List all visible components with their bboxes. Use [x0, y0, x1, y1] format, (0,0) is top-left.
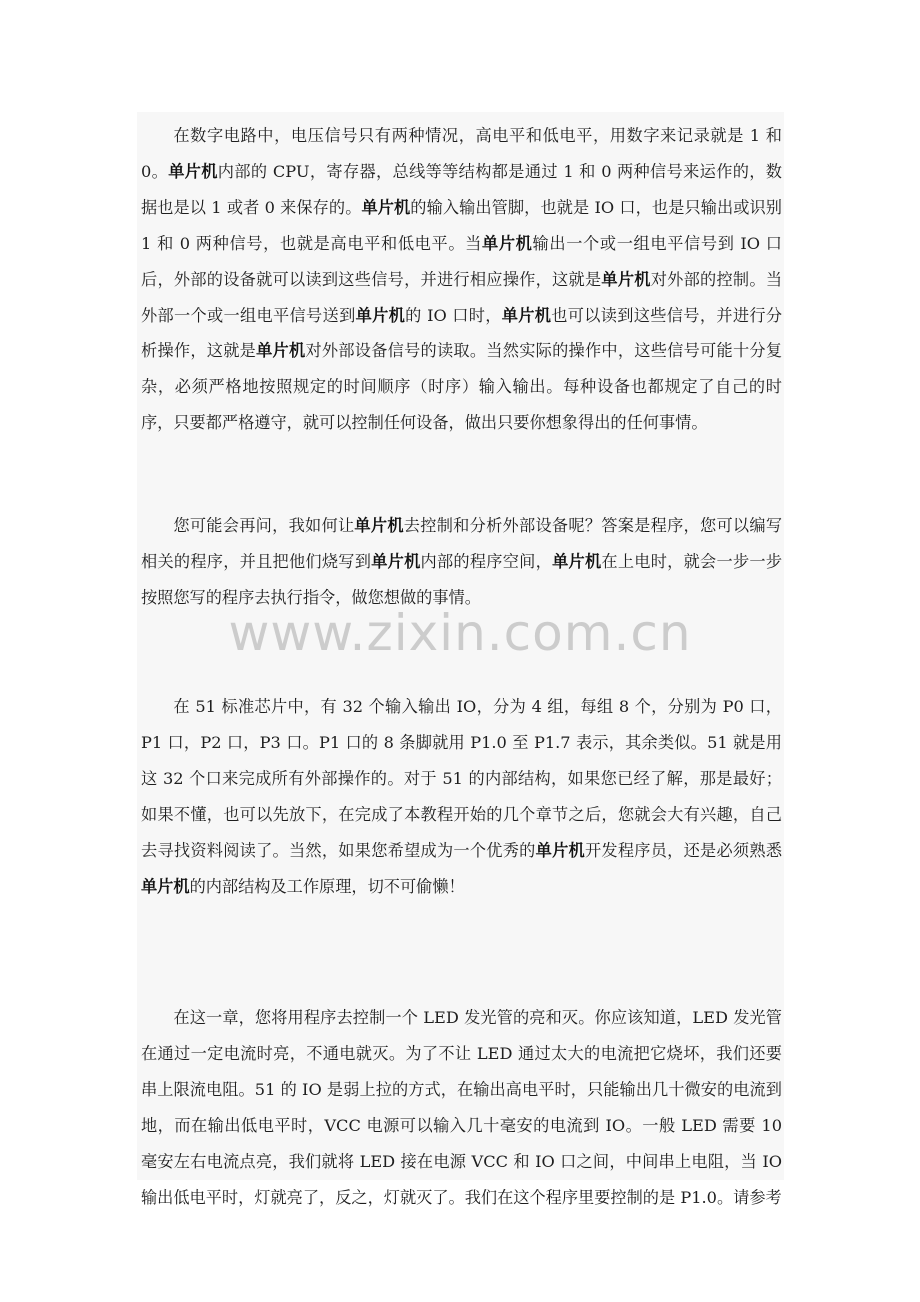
keyword-highlight: 单片机 — [482, 233, 533, 253]
keyword-highlight: 单片机 — [168, 161, 218, 181]
keyword-highlight: 单片机 — [535, 840, 585, 860]
keyword-highlight: 单片机 — [141, 876, 190, 896]
paragraph-2: 您可能会再问，我如何让单片机去控制和分析外部设备呢？答案是程序，您可以编写相关的程序，并且把他们烧写到单片机内部的程序空间，单片机在上电时，就会一步一步按照您写的程序去执行指令，做您想做的事情。 — [141, 516, 783, 607]
keyword-highlight: 单片机 — [371, 551, 421, 571]
keyword-highlight: 单片机 — [361, 197, 411, 217]
paragraph-4: 在这一章，您将用程序去控制一个 LED 发光管的亮和灭。你应该知道，LED 发光管在通过一定电流时亮，不通电就灭。为了不让 LED 通过太大的电流把它烧坏，我们还要串上限流电阻。51 的 IO 是弱上拉的方式，在输出高电平时，只能输出几十微安的电流到地，而在输出低电平时，VCC 电源可以输入几十毫安的电流到 IO。一般 LED 需要 10 毫安左右电流点亮，我们就将 LED 接在电源 VCC 和 IO 口之间，中间串上电阻，当 IO 输出低电平时，灯就亮了，反之，灯就灭了。我们在这个程序里要控制的是 P1.0。请参考 — [141, 1008, 782, 1207]
keyword-highlight: 单片机 — [256, 341, 306, 361]
keyword-highlight: 单片机 — [601, 269, 651, 289]
keyword-highlight: 单片机 — [501, 305, 552, 325]
keyword-highlight: 单片机 — [354, 516, 404, 535]
paragraph-3: 在 51 标准芯片中，有 32 个输入输出 IO，分为 4 组，每组 8 个，分别为 P0 口，P1 口，P2 口，P3 口。P1 口的 8 条脚就用 P1.0 至 P1.7 表示，其余类似。51 就是用这 32 个口来完成所有外部操作的。对于 51 的内部结构，如果您已经了解，那是最好；如果不懂，也可以先放下，在完成了本教程开始的几个章节之后，您就会大有兴趣，自己去寻找资料阅读了。当然，如果您希望成为一个优秀的单片机开发程序员，还是必须熟悉单片机的内部结构及工作原理，切不可偷懒！ — [141, 697, 783, 896]
paragraph-1: 在数字电路中，电压信号只有两种情况，高电平和低电平，用数字来记录就是 1 和 0。单片机内部的 CPU，寄存器，总线等等结构都是通过 1 和 0 两种信号来运作的，数据也是以 1 或者 0 来保存的。单片机的输入输出管脚，也就是 IO 口，也是只输出或识别 1 和 0 两种信号，也就是高电平和低电平。当单片机输出一个或一组电平信号到 IO 口后，外部的设备就可以读到这些信号，并进行相应操作，这就是单片机对外部的控制。当外部一个或一组电平信号送到单片机的 IO 口时，单片机也可以读到这些信号，并进行分析操作，这就是单片机对外部设备信号的读取。当然实际的操作中，这些信号可能十分复杂，必须严格地按照规定的时间顺序（时序）输入输出。每种设备也都规定了自己的时序，只要都严格遵守，就可以控制任何设备，做出只要你想象得出的任何事情。 — [141, 126, 783, 433]
keyword-highlight: 单片机 — [355, 305, 406, 325]
keyword-highlight: 单片机 — [552, 551, 602, 571]
watermark: www.zixin.com.cn — [228, 604, 692, 662]
